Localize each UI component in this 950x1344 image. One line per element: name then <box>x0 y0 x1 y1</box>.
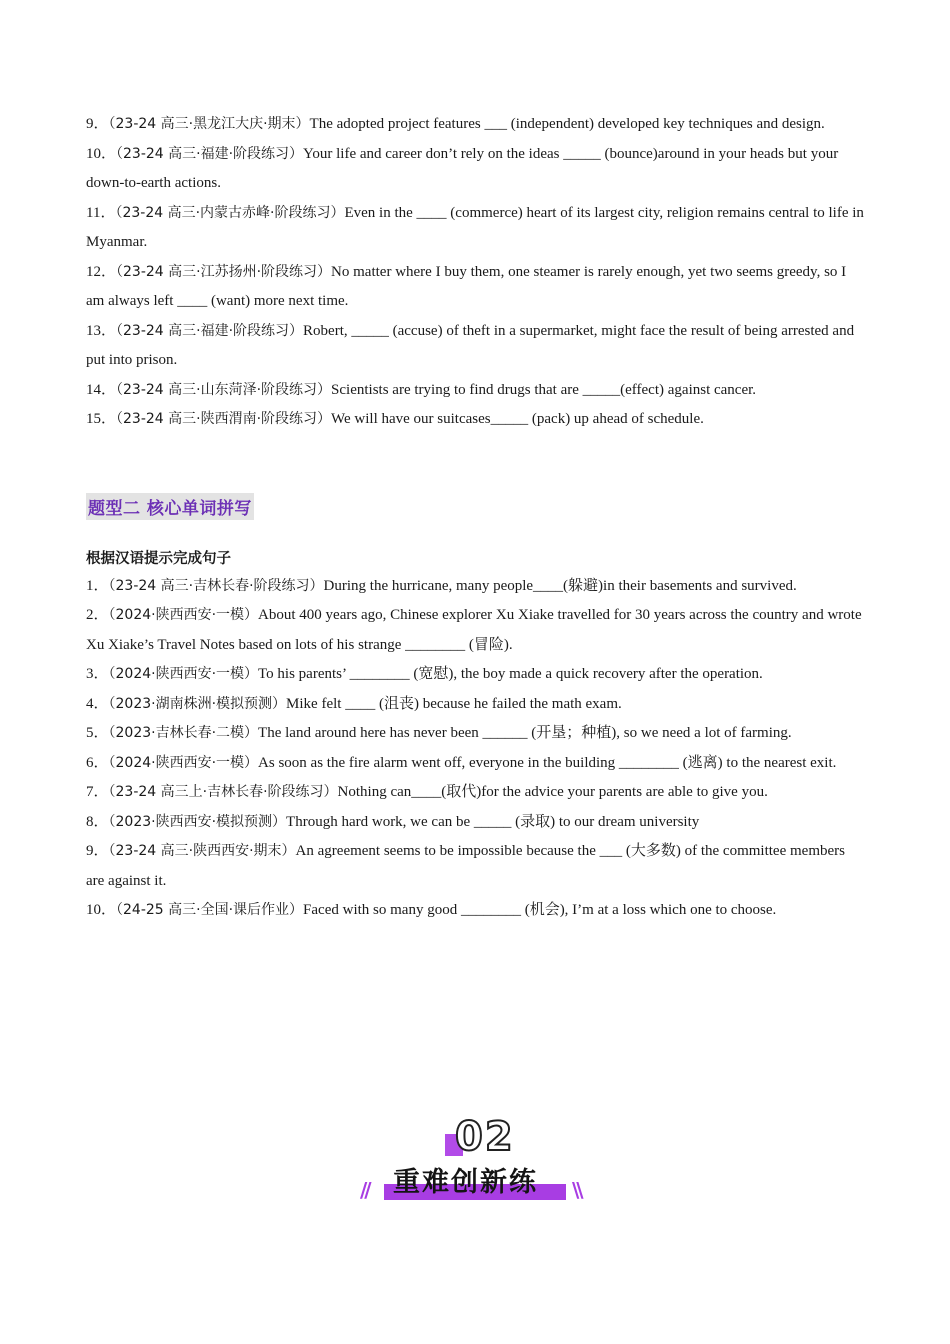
exercise-item <box>86 808 866 838</box>
exercise-item <box>86 572 866 602</box>
item-text: To his parents’ ________ (宽慰), the boy made a quick recovery after the operation. <box>258 666 763 682</box>
exercise-item <box>86 896 866 926</box>
exercise-item <box>86 110 866 140</box>
item-number: 11． <box>86 204 116 221</box>
item-text: Your life and career don’t rely on the ideas _____ (bounce)around in your heads but your down-to-earth actions. <box>86 145 839 191</box>
section-banner-title: 重难创新练 <box>393 1167 538 1198</box>
item-text: The adopted project features ___ (independent) developed key techniques and design. <box>309 116 825 132</box>
section-number: 02 <box>455 1114 515 1160</box>
item-number: 6． <box>86 754 109 771</box>
item-source: （2024·陕西西安·一模） <box>108 754 259 771</box>
slash-decoration-right: \\ <box>572 1178 581 1202</box>
item-source: （24-25 高三·全国·课后作业） <box>116 902 304 918</box>
item-number: 9． <box>86 116 109 132</box>
item-text: Faced with so many good ________ (机会), I’m at a loss which one to choose. <box>303 902 777 918</box>
item-number: 13． <box>86 322 117 339</box>
item-number: 1． <box>86 577 109 594</box>
item-number: 9． <box>86 843 109 859</box>
item-number: 8． <box>86 813 109 830</box>
item-source: （23-24 高三·福建·阶段练习） <box>116 145 304 162</box>
item-number: 5． <box>86 725 109 741</box>
item-number: 15． <box>86 411 117 427</box>
item-source: （23-24 高三·陕西渭南·阶段练习） <box>116 411 332 427</box>
item-text: During the hurricane, many people____(躲避)in their basements and survived. <box>323 577 797 594</box>
item-number: 7． <box>86 784 109 800</box>
item-source: （23-24 高三·吉林长春·阶段练习） <box>108 577 324 594</box>
item-text: About 400 years ago, Chinese explorer Xu Xiake travelled for 30 years across the country and wrote Xu Xiake’s Travel Notes based on lots of his strange ________ (冒险). <box>86 607 862 653</box>
item-source: （23-24 高三·福建·阶段练习） <box>116 322 304 339</box>
exercise-item <box>86 778 866 808</box>
item-number: 3． <box>86 666 109 682</box>
item-source: （23-24 高三·江苏扬州·阶段练习） <box>116 263 332 280</box>
item-source: （23-24 高三·黑龙江大庆·期末） <box>108 116 310 132</box>
exercise-item <box>86 140 866 199</box>
item-text: Mike felt ____ (沮丧) because he failed the math exam. <box>286 695 622 712</box>
item-text: Nothing can____(取代)for the advice your parents are able to give you. <box>337 784 768 800</box>
item-source: （2023·吉林长春·二模） <box>108 725 259 741</box>
item-text: Robert, _____ (accuse) of theft in a supermarket, might face the result of being arrested and put into prison. <box>86 322 855 368</box>
exercise-item <box>86 749 866 779</box>
exercise-item <box>86 837 866 896</box>
item-source: （23-24 高三·内蒙古赤峰·阶段练习） <box>115 204 345 221</box>
item-text: No matter where I buy them, one steamer is rarely enough, yet two seems greedy, so I am always left ____ (want) more next time. <box>86 263 847 309</box>
item-text: We will have our suitcases_____ (pack) up ahead of schedule. <box>331 411 704 427</box>
document-page <box>86 110 866 926</box>
exercise-item <box>86 690 866 720</box>
exercise-item <box>86 601 866 660</box>
item-number: 4． <box>86 695 109 712</box>
item-text: As soon as the fire alarm went off, everyone in the building ________ (逃离) to the nearest exit. <box>258 754 837 771</box>
section-instruction: 根据汉语提示完成句子 <box>86 550 231 567</box>
exercise-item <box>86 660 866 690</box>
exercise-item <box>86 376 866 406</box>
item-text: Even in the ____ (commerce) heart of its largest city, religion remains central to life in Myanmar. <box>86 204 864 250</box>
item-text: An agreement seems to be impossible because the ___ (大多数) of the committee members are against it. <box>86 843 845 889</box>
item-number: 2． <box>86 607 109 623</box>
item-source: （2023·陕西西安·模拟预测） <box>108 813 287 830</box>
item-source: （2024·陕西西安·一模） <box>108 666 259 682</box>
exercise-item <box>86 199 866 258</box>
item-source: （23-24 高三上·吉林长春·阶段练习） <box>108 784 338 800</box>
section-banner <box>360 1114 590 1210</box>
exercise-list-part2 <box>86 572 866 926</box>
item-source: （23-24 高三·山东菏泽·阶段练习） <box>116 381 332 398</box>
item-text: Scientists are trying to find drugs that are _____(effect) against cancer. <box>331 381 757 398</box>
item-number: 10． <box>86 145 117 162</box>
item-source: （2023·湖南株洲·模拟预测） <box>108 695 287 712</box>
item-text: Through hard work, we can be _____ (录取) to our dream university <box>286 813 700 830</box>
item-source: （23-24 高三·陕西西安·期末） <box>108 843 296 859</box>
slash-decoration-left: // <box>360 1178 369 1202</box>
exercise-item <box>86 258 866 317</box>
exercise-item <box>86 405 866 435</box>
item-source: （2024·陕西西安·一模） <box>108 607 259 623</box>
exercise-item <box>86 317 866 376</box>
item-number: 10． <box>86 902 117 918</box>
exercise-item <box>86 719 866 749</box>
item-text: The land around here has never been ______ (开垦；种植), so we need a lot of farming. <box>258 725 792 741</box>
item-number: 14． <box>86 381 117 398</box>
item-number: 12． <box>86 263 117 280</box>
exercise-list-part1 <box>86 110 866 435</box>
section-heading: 题型二 核心单词拼写 <box>86 493 254 520</box>
